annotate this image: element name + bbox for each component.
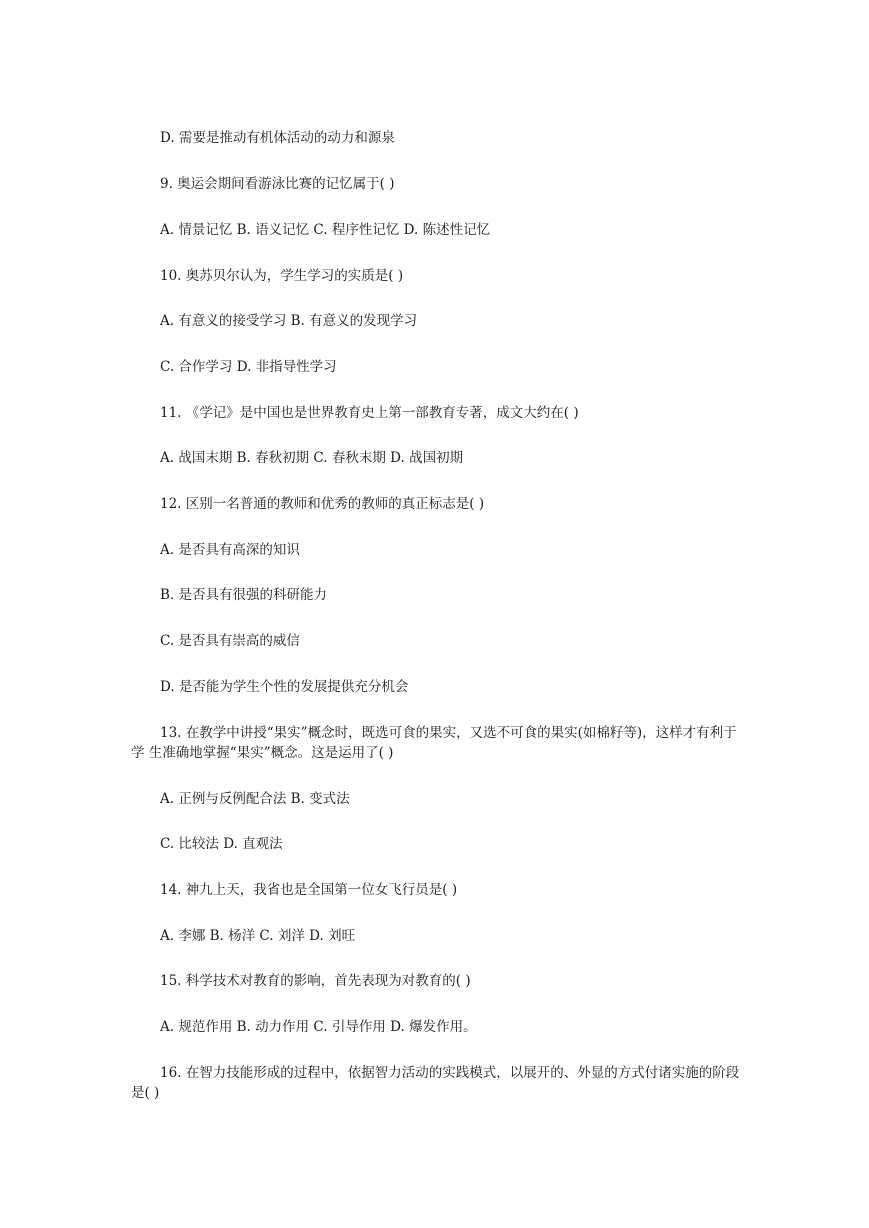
options-q10-cd: C. 合作学习 D. 非指导性学习 — [160, 359, 337, 375]
question-9: 9. 奥运会期间看游泳比赛的记忆属于( ) — [160, 176, 395, 192]
options-q9: A. 情景记忆 B. 语义记忆 C. 程序性记忆 D. 陈述性记忆 — [160, 222, 491, 238]
options-q10-ab: A. 有意义的接受学习 B. 有意义的发现学习 — [160, 313, 418, 329]
question-13-text: 13. 在教学中讲授“果实”概念时，既选可食的果实，又选不可食的果实(如棉籽等)，这样才有利于学 生准确地掌握“果实”概念。这是运用了( ) — [131, 725, 737, 761]
option-line: D. 需要是推动有机体活动的动力和源泉 — [160, 130, 395, 146]
options-q15: A. 规范作用 B. 动力作用 C. 引导作用 D. 爆发作用。 — [160, 1019, 477, 1035]
options-q13-cd: C. 比较法 D. 直观法 — [160, 836, 283, 852]
question-10: 10. 奥苏贝尔认为，学生学习的实质是( ) — [160, 268, 404, 284]
question-16-text: 16. 在智力技能形成的过程中，依据智力活动的实践模式，以展开的、外显的方式付诸实施的阶段是( ) — [131, 1065, 740, 1101]
option-q12-d: D. 是否能为学生个性的发展提供充分机会 — [160, 679, 409, 695]
question-16 — [131, 1063, 741, 1103]
option-q12-b: B. 是否具有很强的科研能力 — [160, 587, 328, 603]
options-q13-ab: A. 正例与反例配合法 B. 变式法 — [160, 791, 350, 807]
question-13 — [131, 723, 741, 763]
options-q14: A. 李娜 B. 杨洋 C. 刘洋 D. 刘旺 — [160, 928, 356, 944]
options-q11: A. 战国末期 B. 春秋初期 C. 春秋末期 D. 战国初期 — [160, 450, 464, 466]
option-q12-a: A. 是否具有高深的知识 — [160, 542, 300, 558]
question-15: 15. 科学技术对教育的影响，首先表现为对教育的( ) — [160, 973, 471, 989]
question-12: 12. 区别一名普通的教师和优秀的教师的真正标志是( ) — [160, 496, 485, 512]
option-q12-c: C. 是否具有崇高的威信 — [160, 633, 300, 649]
question-11: 11. 《学记》是中国也是世界教育史上第一部教育专著，成文大约在( ) — [160, 405, 579, 421]
question-14: 14. 神九上天，我省也是全国第一位女飞行员是( ) — [160, 882, 458, 898]
